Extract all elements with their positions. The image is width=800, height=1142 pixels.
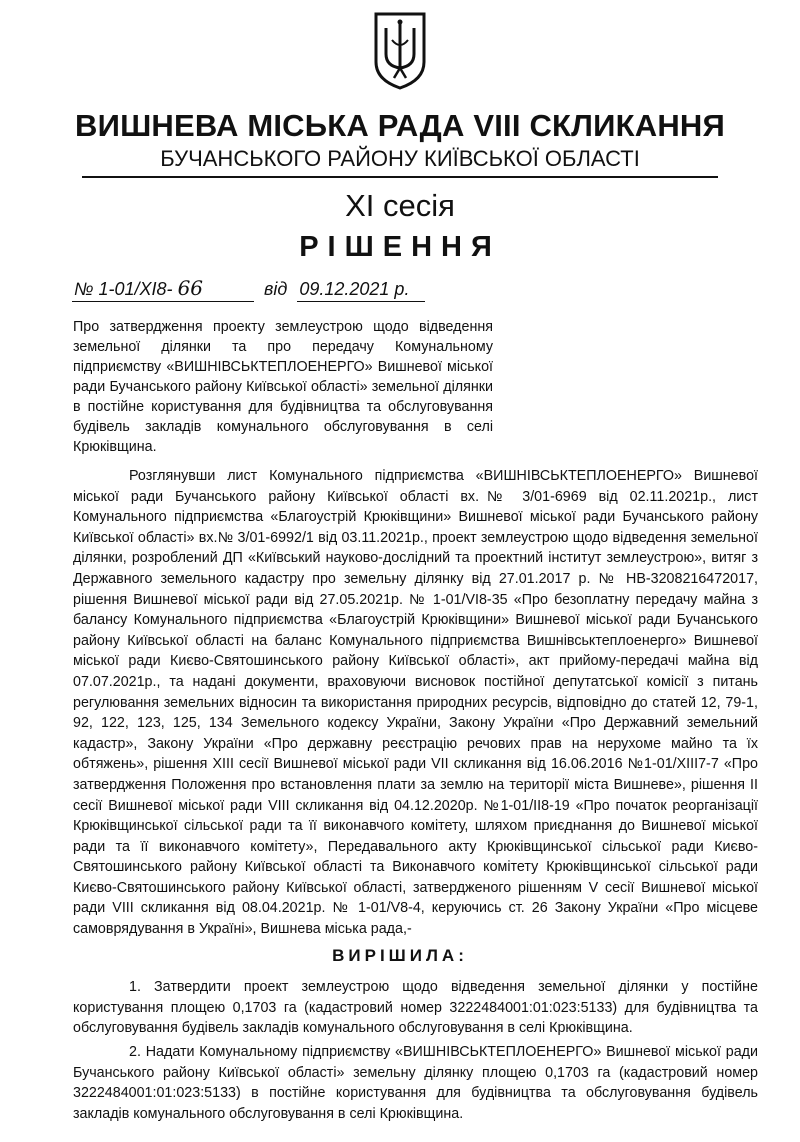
- session-label: XI сесія: [345, 188, 455, 223]
- from-label: від: [264, 279, 288, 299]
- document-type-title: РІШЕННЯ: [299, 231, 501, 263]
- decision-subject: Про затвердження проекту землеустрою щодо відведення земельної ділянки та про передачу Комунальному підприємству «ВИШНІВСЬКТЕПЛОЕНЕРГО» Вишневої міської ради Бучанського району Київської області» земельної ділянки в постійне користування для будівництва та обслуговування будівель закладів комунального обслуговування в селі Крюківщина.: [73, 319, 493, 455]
- district-name: БУЧАНСЬКОГО РАЙОНУ КИЇВСЬКОЇ ОБЛАСТІ: [160, 146, 640, 171]
- resolution-item-2: 2. Надати Комунальному підприємству «ВИШНІВСЬКТЕПЛОЕНЕРГО» Вишневої міської ради Бучанського району Київської області» земельну ділянку площею 0,1703 га (кадастровий номер 3222484001:01:023:5133) в постійне користування для будівництва та обслуговування будівель закладів комунального обслуговування в селі Крюківщина.: [73, 1044, 758, 1122]
- resolution-item-1: 1. Затвердити проект землеустрою щодо відведення земельної ділянки у постійне користування площею 0,1703 га (кадастровий номер 3222484001:01:023:5133) для будівництва та обслуговування будівель закладів комунального обслуговування в селі Крюківщина.: [73, 979, 758, 1037]
- council-name: ВИШНЕВА МІСЬКА РАДА VIII СКЛИКАННЯ: [75, 108, 725, 143]
- decision-date: 09.12.2021 р.: [297, 277, 425, 302]
- resolved-heading: ВИРІШИЛА:: [332, 946, 468, 965]
- decision-number-line: [72, 276, 425, 302]
- trident-coat-of-arms-icon: [370, 10, 430, 90]
- decision-number: № 1-01/XI8- 66: [72, 276, 254, 302]
- header-divider: [82, 176, 718, 178]
- preamble-paragraph: Розглянувши лист Комунального підприємства «ВИШНІВСЬКТЕПЛОЕНЕРГО» Вишневої міської ради Бучанського району Київської області вх.№ 3/01-6969 від 02.11.2021р., лист Комунального підприємства «Благоустрій Крюківщини» Вишневої міської ради Бучанського району Київської області» вх.№ 3/01-6992/1 від 03.11.2021р., проект землеустрою щодо відведення земельної ділянки, розроблений ДП «Київський науково-дослідний та проектний інститут землеустрою», витяг з Державного земельного кадастру про земельну ділянку від 27.01.2017 р. № НВ-3208216472017, рішення Вишневої міської ради від 27.05.2021р. № 1-01/VІ8-35 «Про безоплатну передачу майна з балансу Комунального підприємства «Благоустрій Крюківщини» Вишневої міської ради Бучанського району Київської області на баланс Комунального підприємства Вишнівськтеплоенерго» Вишневої міської ради Києво-Святошинського району Київської області», акт прийому-передачі майна від 07.07.2021р., та надані документи, враховуючи висновок постійної депутатської комісії з питань регулювання земельних відносин та використання природних ресурсів, відповідно до статей 12, 79-1, 92, 122, 123, 125, 134 Земельного кодексу України, Закону України «Про Державний земельний кадастр», Закону України «Про державну реєстрацію речових прав на нерухоме майно та їх обтяжень», рішення XIII сесії Вишневої міської ради VII скликання від 16.06.2016 №1-01/XIII7-7 «Про затвердження Положення про встановлення плати за землю на території міста Вишневе», рішення II сесії Вишневої міської ради VIII скликання від 04.12.2020р. №1-01/II8-19 «Про початок реорганізації Крюківщинської сільської ради та її виконавчого комітету, шляхом приєднання до Вишневої міської ради та її виконавчого комітету», Передавального акту Крюківщинської сільської ради Києво-Святошинського району Київської області та Виконавчого комітету Крюківщинської сільської ради Києво-Святошинського району Київської області, затвердженого рішенням V сесії Вишневої міської ради VIII скликання від 08.04.2021р. № 1-01/V8-4, керуючись ст. 26 Закону України «Про місцеве самоврядування в Україні», Вишнева міська рада,-: [73, 468, 758, 938]
- handwritten-number: 66: [177, 276, 204, 300]
